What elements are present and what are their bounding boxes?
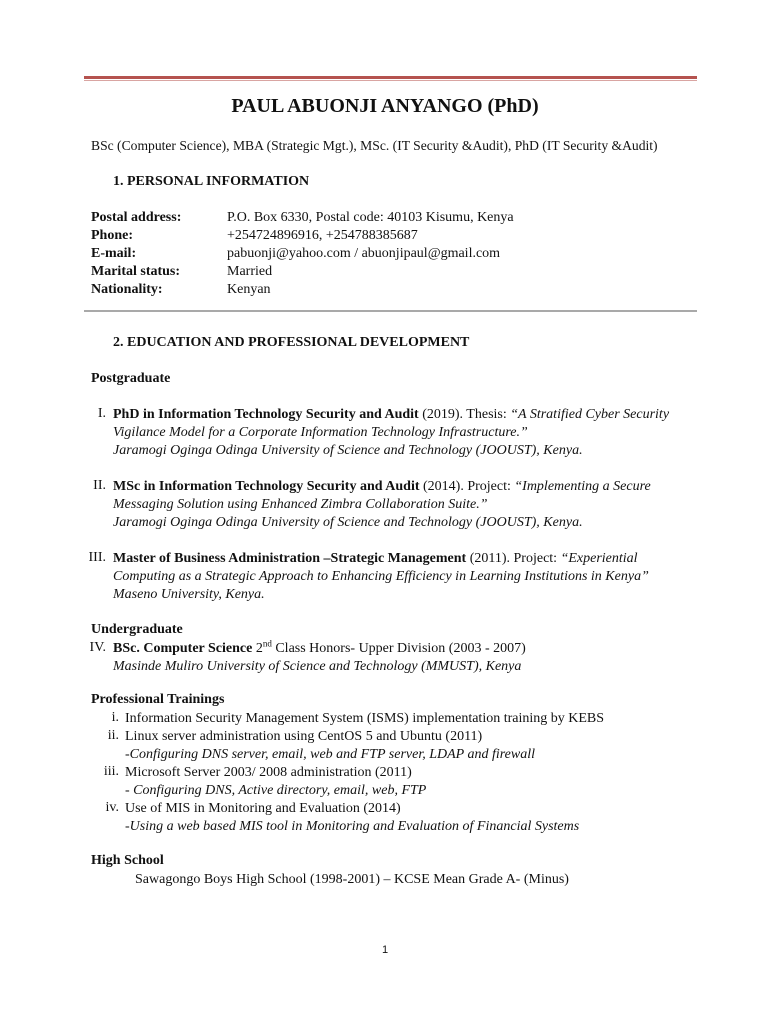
section-divider — [84, 310, 697, 312]
training-item: Linux server administration using CentOS 5 and Ubuntu (2011) — [125, 729, 483, 744]
training-subitem: -Using a web based MIS tool in Monitoring and Evaluation of Financial Systems — [125, 819, 580, 834]
list-number: iv. — [105, 800, 119, 815]
bsc-class-ordinal: 2 — [255, 641, 263, 656]
bsc-class-ordinal-suffix: nd — [262, 638, 272, 649]
list-number: i. — [111, 710, 119, 725]
list-number: ii. — [107, 728, 119, 743]
bsc-title: BSc. Computer Science — [113, 641, 253, 656]
postal-address-value: P.O. Box 6330, Postal code: 40103 Kisumu, Kenya — [227, 210, 514, 225]
phd-suffix: (2019). Thesis: — [418, 407, 511, 422]
training-item: Information Security Management System (ISMS) implementation training by KEBS — [125, 711, 605, 726]
candidate-name: PAUL ABUONJI ANYANGO (PhD) — [231, 95, 539, 117]
phd-entry — [113, 406, 669, 424]
msc-title: MSc in Information Technology Security and Audit — [113, 479, 420, 494]
highschool-label: High School — [91, 853, 164, 868]
trainings-label: Professional Trainings — [91, 692, 225, 707]
phd-thesis-line1: “A Stratified Cyber Security — [510, 407, 670, 422]
list-number: I. — [97, 406, 106, 421]
section-personal-heading: 1. PERSONAL INFORMATION — [113, 174, 310, 189]
marital-status-value: Married — [227, 264, 273, 279]
msc-institution: Jaramogi Oginga Odinga University of Science and Technology (JOOUST), Kenya. — [113, 515, 583, 530]
msc-project-line2: Messaging Solution using Enhanced Zimbra Collaboration Suite.” — [113, 497, 488, 512]
phd-thesis-line2: Vigilance Model for a Corporate Information Technology Infrastructure.” — [113, 425, 528, 440]
training-subitem: - Configuring DNS, Active directory, email, web, FTP — [125, 783, 427, 798]
phone-value: +254724896916, +254788385687 — [227, 228, 418, 243]
mba-project-line1: “Experiential — [560, 551, 638, 566]
msc-project-line1: “Implementing a Secure — [514, 479, 651, 494]
list-number: II. — [93, 478, 106, 493]
degrees-line: BSc (Computer Science), MBA (Strategic Mgt.), MSc. (IT Security &Audit), PhD (IT Security &Audit) — [91, 138, 658, 153]
email-value: pabuonji@yahoo.com / abuonjipaul@gmail.com — [227, 246, 501, 261]
postgraduate-label: Postgraduate — [91, 371, 171, 386]
email-label: E-mail: — [91, 246, 137, 261]
training-subitem: -Configuring DNS server, email, web and FTP server, LDAP and firewall — [125, 747, 536, 762]
list-number: IV. — [89, 640, 106, 655]
bsc-class-honors: Class Honors- Upper Division (2003 - 2007) — [271, 641, 526, 656]
list-number: III. — [88, 550, 106, 565]
training-item: Microsoft Server 2003/ 2008 administration (2011) — [125, 765, 412, 780]
list-number: iii. — [103, 764, 119, 779]
msc-suffix: (2014). Project: — [419, 479, 515, 494]
header-rule — [84, 76, 697, 79]
mba-suffix: (2011). Project: — [466, 551, 561, 566]
nationality-value: Kenyan — [227, 282, 271, 297]
phd-title: PhD in Information Technology Security and Audit — [113, 407, 419, 422]
msc-entry — [113, 478, 651, 496]
page-number: 1 — [381, 944, 389, 956]
header-rule-shadow — [84, 80, 697, 81]
bsc-entry — [113, 640, 526, 658]
postal-address-label: Postal address: — [91, 210, 182, 225]
section-education-heading: 2. EDUCATION AND PROFESSIONAL DEVELOPMENT — [113, 335, 470, 350]
highschool-entry: Sawagongo Boys High School (1998-2001) – KCSE Mean Grade A- (Minus) — [135, 872, 569, 887]
mba-project-line2: Computing as a Strategic Approach to Enhancing Efficiency in Learning Institutions in Kenya” — [113, 569, 649, 584]
mba-institution: Maseno University, Kenya. — [113, 587, 265, 602]
mba-title: Master of Business Administration –Strategic Management — [113, 551, 467, 566]
training-item: Use of MIS in Monitoring and Evaluation (2014) — [125, 801, 401, 816]
bsc-institution: Masinde Muliro University of Science and Technology (MMUST), Kenya — [113, 659, 522, 674]
nationality-label: Nationality: — [91, 282, 163, 297]
mba-entry — [113, 550, 638, 568]
phone-label: Phone: — [91, 228, 133, 243]
phd-institution: Jaramogi Oginga Odinga University of Science and Technology (JOOUST), Kenya. — [113, 443, 583, 458]
marital-status-label: Marital status: — [91, 264, 181, 279]
undergraduate-label: Undergraduate — [91, 622, 183, 637]
